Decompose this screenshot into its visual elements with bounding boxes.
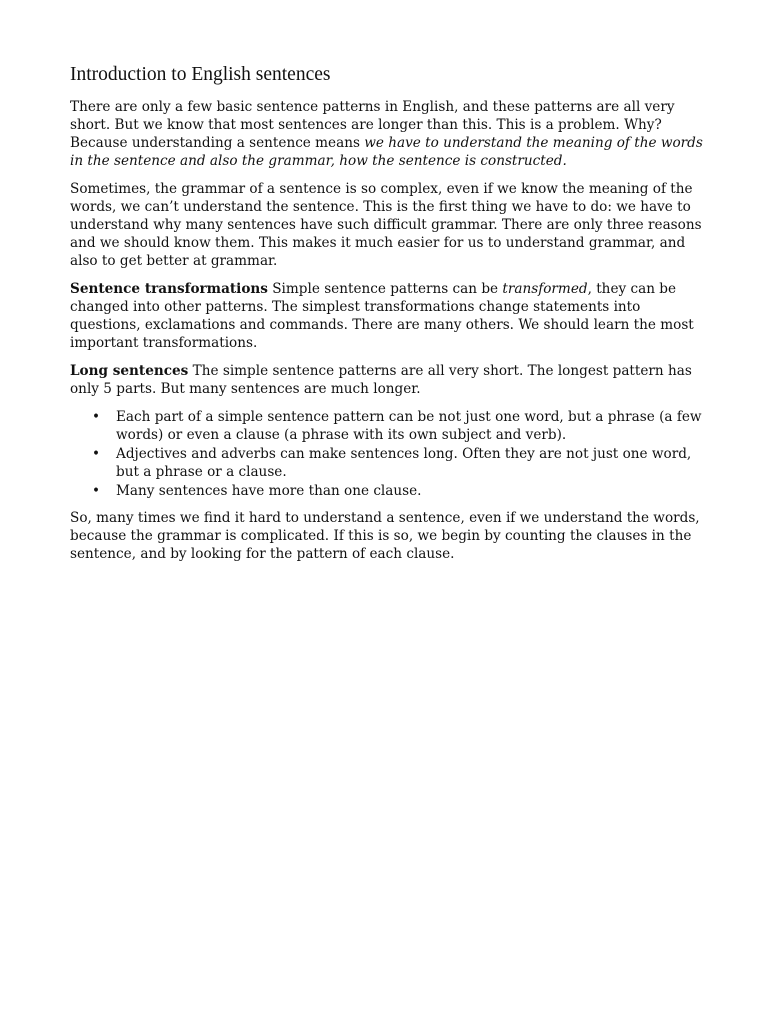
list-item [92,408,710,444]
list-item [92,482,710,500]
transformations-text-before: Simple sentence patterns can be [267,281,503,297]
bullet-icon: • [92,446,101,462]
page-title: Introduction to English sentences [70,64,331,85]
grammar-paragraph: Sometimes, the grammar of a sentence is so complex, even if we know the meaning of the words, we can’t understand the sentence. This is the first thing we have to do: we have to understand why many sentences have such difficult grammar. There are only three reasons and we should know them. This makes it much easier for us to understand grammar, and also to get better at grammar. [70,181,702,269]
long-sentences-heading: Long sentences [70,363,189,379]
transformations-italic: transformed [502,281,588,297]
document-page [70,62,710,573]
reasons-list [70,408,710,500]
list-item-text: Adjectives and adverbs can make sentences long. Often they are not just one word, but a phrase or a clause. [116,446,692,480]
list-item-text: Each part of a simple sentence pattern can be not just one word, but a phrase (a few words) or even a clause (a phrase with its own subject and verb). [116,409,702,443]
transformations-paragraph [70,280,710,352]
intro-italic-text: we have to understand the meaning of the words in the sentence and also the grammar, how the sentence is constructed. [70,135,703,169]
transformations-heading: Sentence transformations [70,281,268,297]
bullet-icon: • [92,409,101,425]
intro-paragraph [70,98,710,170]
intro-text: There are only a few basic sentence patterns in English, and these patterns are all very short. But we know that most sentences are longer than this. This is a problem. Why? Because understanding a sentence means [70,99,675,151]
transformations-text-after: , they can be changed into other patterns. The simplest transformations change statements into questions, exclamations and commands. There are many others. We should learn the most important transformations. [70,281,694,351]
conclusion-paragraph: So, many times we find it hard to understand a sentence, even if we understand the words, because the grammar is complicated. If this is so, we begin by counting the clauses in the sentence, and by looking for the pattern of each clause. [70,510,700,562]
list-item-text: Many sentences have more than one clause. [116,483,422,499]
long-sentences-paragraph [70,362,710,398]
bullet-icon: • [92,483,101,499]
long-sentences-text: The simple sentence patterns are all very short. The longest pattern has only 5 parts. But many sentences are much longer. [70,363,692,397]
list-item [92,445,710,481]
